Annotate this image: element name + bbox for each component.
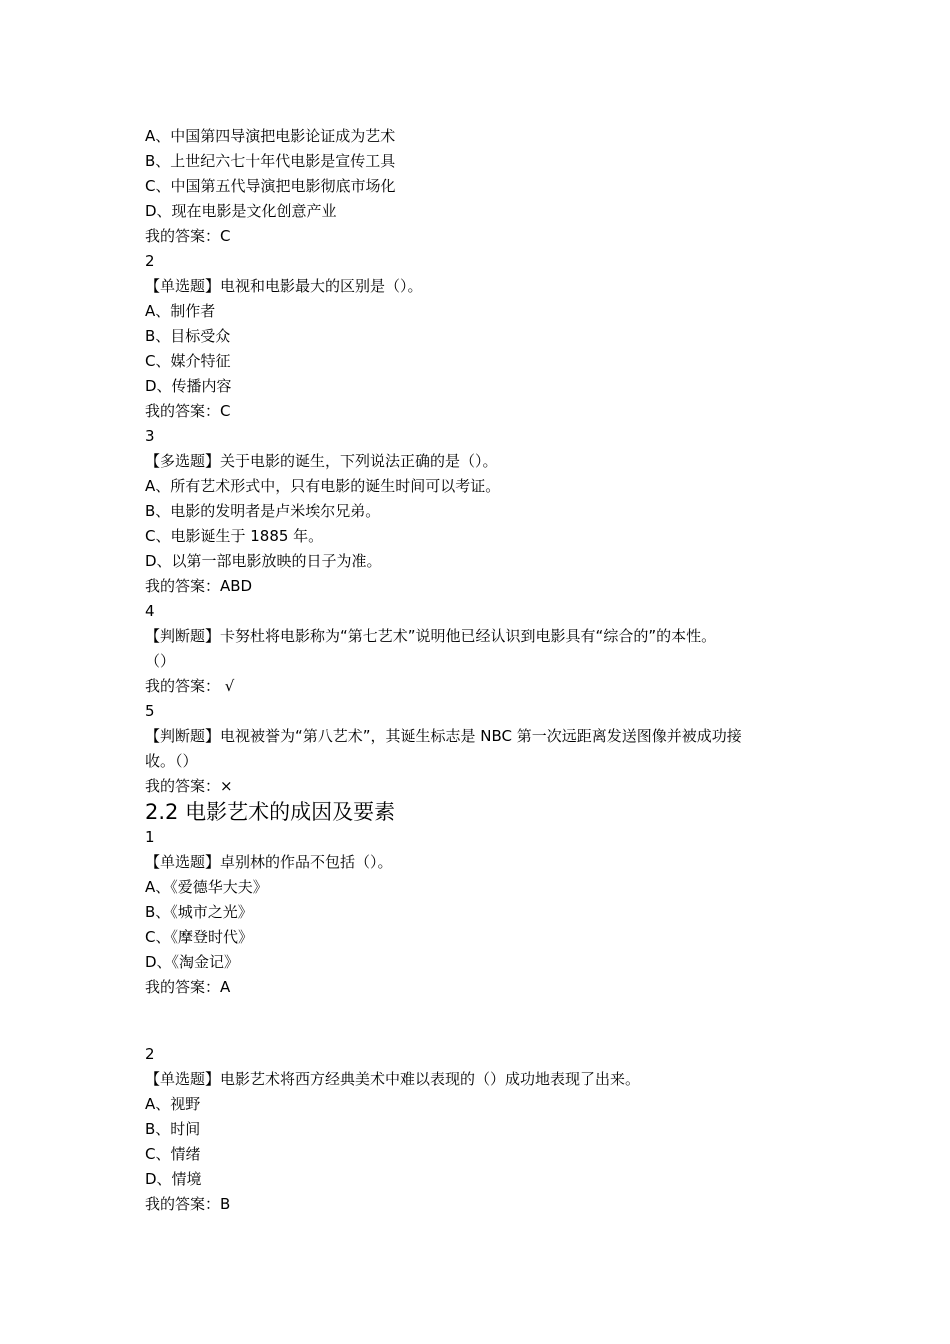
my-answer: 我的答案：ABD [145, 577, 253, 595]
option-a: A、中国第四导演把电影论证成为艺术 [145, 127, 396, 145]
blank-space [145, 1000, 825, 1042]
option-d: D、现在电影是文化创意产业 [145, 202, 337, 220]
question-stem-line-2: 收。（） [145, 752, 198, 770]
my-answer: 我的答案：× [145, 777, 233, 795]
question-number: 4 [145, 602, 155, 620]
option-b: B、电影的发明者是卢米埃尔兄弟。 [145, 502, 381, 520]
option-b: B、上世纪六七十年代电影是宣传工具 [145, 152, 396, 170]
question-number: 5 [145, 702, 155, 720]
question-stem: 【单选题】电影艺术将西方经典美术中难以表现的（）成功地表现了出来。 [145, 1070, 641, 1088]
option-c: C、媒介特征 [145, 352, 231, 370]
option-d: D、以第一部电影放映的日子为准。 [145, 552, 382, 570]
option-a: A、《爱德华大夫》 [145, 878, 268, 896]
option-b: B、目标受众 [145, 327, 231, 345]
question-stem-line-1: 【判断题】卡努杜将电影称为“第七艺术”说明他已经认识到电影具有“综合的”的本性。 [145, 627, 717, 645]
my-answer: 我的答案： √ [145, 677, 235, 695]
option-a: A、视野 [145, 1095, 201, 1113]
option-d: D、传播内容 [145, 377, 232, 395]
question-stem: 【多选题】关于电影的诞生，下列说法正确的是（）。 [145, 452, 498, 470]
question-stem: 【单选题】卓别林的作品不包括（）。 [145, 853, 393, 871]
section-heading: 2.2 电影艺术的成因及要素 [145, 800, 396, 824]
option-b: B、《城市之光》 [145, 903, 253, 921]
option-d: D、情境 [145, 1170, 202, 1188]
option-d: D、《淘金记》 [145, 953, 240, 971]
document-page [145, 124, 825, 1217]
my-answer: 我的答案：C [145, 402, 231, 420]
my-answer: 我的答案：C [145, 227, 231, 245]
option-c: C、电影诞生于 1885 年。 [145, 527, 324, 545]
option-a: A、所有艺术形式中，只有电影的诞生时间可以考证。 [145, 477, 501, 495]
my-answer: 我的答案：A [145, 978, 231, 996]
option-a: A、制作者 [145, 302, 216, 320]
question-stem-line-2: （） [145, 652, 176, 670]
question-number: 2 [145, 252, 155, 270]
option-c: C、情绪 [145, 1145, 201, 1163]
my-answer: 我的答案：B [145, 1195, 231, 1213]
option-c: C、中国第五代导演把电影彻底市场化 [145, 177, 396, 195]
option-c: C、《摩登时代》 [145, 928, 253, 946]
question-number: 1 [145, 828, 155, 846]
option-b: B、时间 [145, 1120, 201, 1138]
question-number: 2 [145, 1045, 155, 1063]
question-number: 3 [145, 427, 155, 445]
question-stem: 【单选题】电视和电影最大的区别是（）。 [145, 277, 423, 295]
question-stem-line-1: 【判断题】电视被誉为“第八艺术”，其诞生标志是 NBC 第一次远距离发送图像并被成功接 [145, 727, 742, 745]
